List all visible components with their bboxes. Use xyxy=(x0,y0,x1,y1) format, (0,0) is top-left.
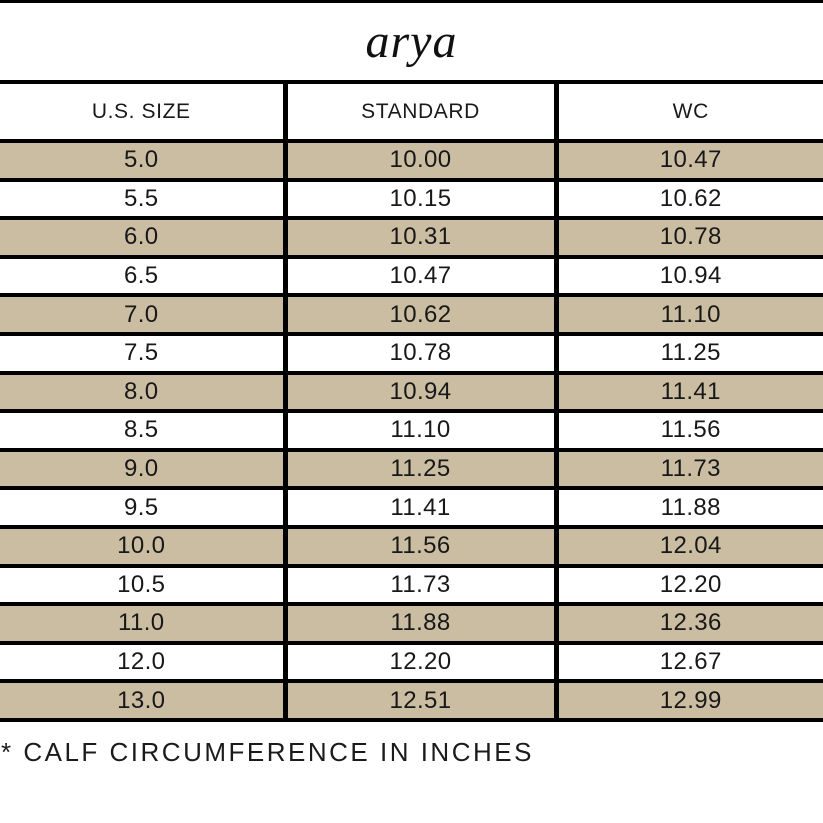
cell-wc: 11.10 xyxy=(556,295,823,334)
cell-standard: 10.15 xyxy=(285,180,556,219)
cell-wc: 10.62 xyxy=(556,180,823,219)
chart-title: arya xyxy=(365,15,458,68)
cell-us-size: 10.5 xyxy=(0,566,285,605)
cell-wc: 12.36 xyxy=(556,604,823,643)
header-wc: WC xyxy=(556,82,823,141)
table-row xyxy=(0,604,823,643)
cell-standard: 11.25 xyxy=(285,450,556,489)
table-row xyxy=(0,450,823,489)
table-row xyxy=(0,566,823,605)
cell-standard: 11.41 xyxy=(285,488,556,527)
cell-standard: 11.56 xyxy=(285,527,556,566)
table-row xyxy=(0,411,823,450)
table-row xyxy=(0,295,823,334)
cell-wc: 11.88 xyxy=(556,488,823,527)
cell-wc: 10.78 xyxy=(556,218,823,257)
cell-standard: 10.62 xyxy=(285,295,556,334)
table-row xyxy=(0,643,823,682)
table-row xyxy=(0,180,823,219)
table-row xyxy=(0,257,823,296)
cell-standard: 10.00 xyxy=(285,141,556,180)
cell-us-size: 5.5 xyxy=(0,180,285,219)
table-row xyxy=(0,334,823,373)
cell-wc: 11.25 xyxy=(556,334,823,373)
size-table xyxy=(0,80,823,722)
cell-standard: 12.20 xyxy=(285,643,556,682)
cell-standard: 11.10 xyxy=(285,411,556,450)
table-body xyxy=(0,141,823,720)
cell-wc: 11.56 xyxy=(556,411,823,450)
cell-us-size: 9.5 xyxy=(0,488,285,527)
cell-standard: 10.78 xyxy=(285,334,556,373)
table-row xyxy=(0,218,823,257)
cell-us-size: 10.0 xyxy=(0,527,285,566)
cell-us-size: 6.5 xyxy=(0,257,285,296)
calf-circumference-footnote: * CALF CIRCUMFERENCE IN INCHES xyxy=(1,736,534,767)
table-row xyxy=(0,141,823,180)
cell-standard: 10.47 xyxy=(285,257,556,296)
cell-us-size: 6.0 xyxy=(0,218,285,257)
cell-wc: 12.99 xyxy=(556,681,823,720)
cell-wc: 10.47 xyxy=(556,141,823,180)
cell-us-size: 11.0 xyxy=(0,604,285,643)
table-row xyxy=(0,681,823,720)
cell-us-size: 7.0 xyxy=(0,295,285,334)
cell-us-size: 7.5 xyxy=(0,334,285,373)
cell-standard: 10.94 xyxy=(285,373,556,412)
cell-wc: 11.41 xyxy=(556,373,823,412)
cell-wc: 10.94 xyxy=(556,257,823,296)
table-row xyxy=(0,373,823,412)
cell-us-size: 12.0 xyxy=(0,643,285,682)
cell-standard: 10.31 xyxy=(285,218,556,257)
cell-us-size: 8.5 xyxy=(0,411,285,450)
title-band xyxy=(0,3,823,80)
cell-us-size: 5.0 xyxy=(0,141,285,180)
cell-standard: 11.88 xyxy=(285,604,556,643)
header-us-size: U.S. SIZE xyxy=(0,82,285,141)
cell-standard: 11.73 xyxy=(285,566,556,605)
cell-us-size: 13.0 xyxy=(0,681,285,720)
table-row xyxy=(0,488,823,527)
cell-wc: 12.20 xyxy=(556,566,823,605)
header-row xyxy=(0,82,823,141)
cell-wc: 12.67 xyxy=(556,643,823,682)
table-row xyxy=(0,527,823,566)
cell-us-size: 9.0 xyxy=(0,450,285,489)
cell-wc: 12.04 xyxy=(556,527,823,566)
cell-standard: 12.51 xyxy=(285,681,556,720)
header-standard: STANDARD xyxy=(285,82,556,141)
cell-us-size: 8.0 xyxy=(0,373,285,412)
cell-wc: 11.73 xyxy=(556,450,823,489)
